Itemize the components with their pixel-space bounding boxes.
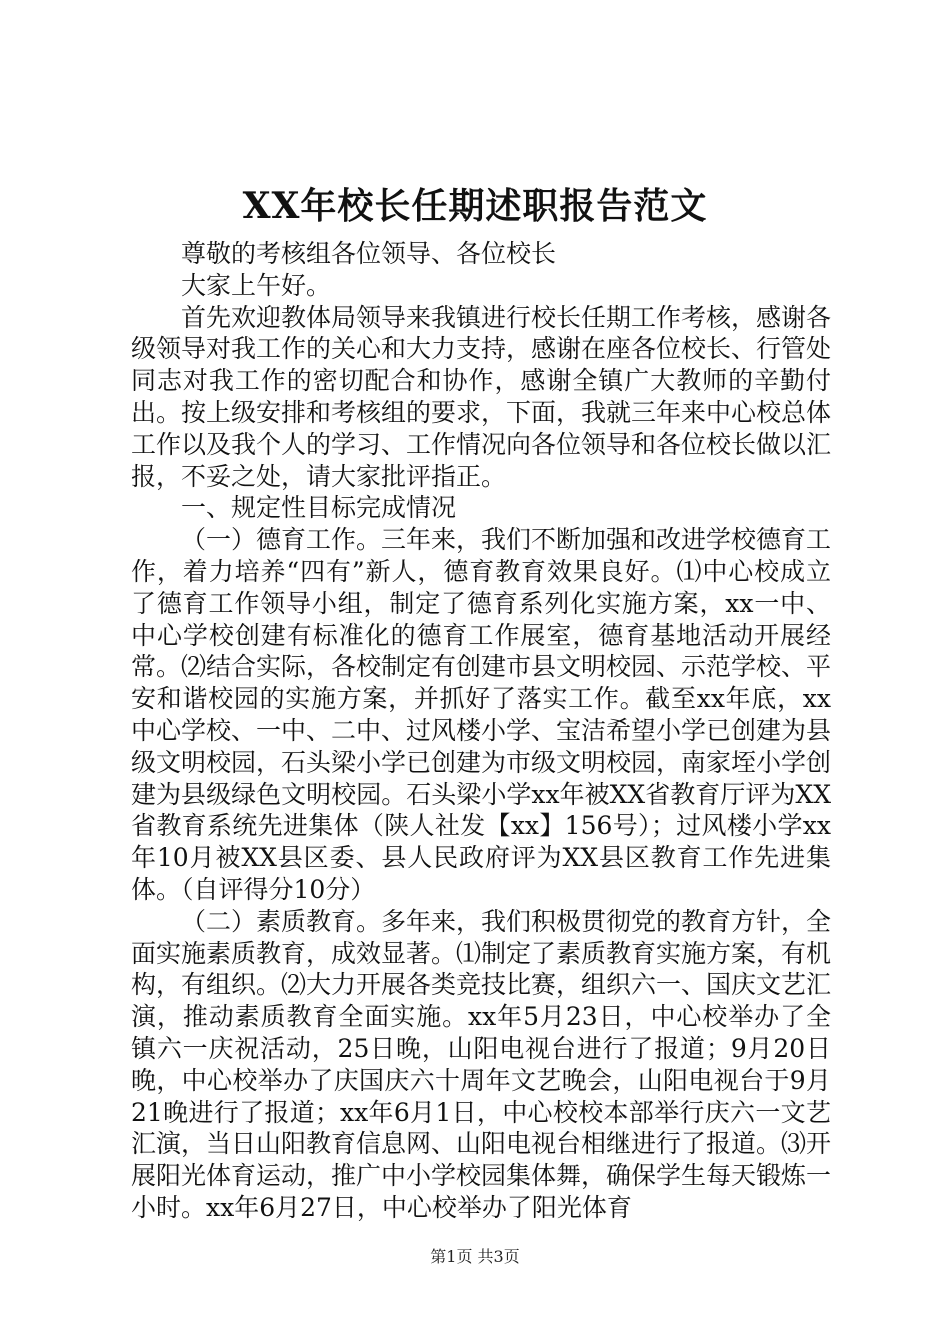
quality-education-paragraph: （二）素质教育。多年来，我们积极贯彻党的教育方针，全面实施素质教育，成效显著。⑴制定了素质教育实施方案，有机构，有组织。⑵大力开展各类竞技比赛，组织六一、国庆文艺汇演，推动素质教育全面实施。xx年5月23日，中心校举办了全镇六一庆祝活动，25日晚，山阳电视台进行了报道；9月20日晚，中心校举办了庆国庆六十周年文艺晚会，山阳电视台于9月21晚进行了报道；xx年6月1日，中心校校本部举行庆六一文艺汇演，当日山阳教育信息网、山阳电视台相继进行了报道。⑶开展阳光体育运动，推广中小学校园集体舞，确保学生每天锻炼一小时。xx年6月27日，中心校举办了阳光体育 [131,906,832,1222]
document-body [131,238,831,1224]
greeting-paragraph: 大家上午好。 [181,270,332,300]
page-footer: 第1页 共3页 [430,1247,520,1266]
intro-paragraph: 首先欢迎教体局领导来我镇进行校长任期工作考核，感谢各级领导对我工作的关心和大力支持，感谢在座各位校长、行管处同志对我工作的密切配合和协作，感谢全镇广大教师的辛勤付出。按上级安排和考核组的要求，下面，我就三年来中心校总体工作以及我个人的学习、工作情况向各位领导和各位校长做以汇报，不妥之处，请大家批评指正。 [131,302,832,491]
document-title: XX年校长任期述职报告范文 [242,185,708,227]
section-heading: 一、规定性目标完成情况 [181,493,457,523]
salutation-paragraph: 尊敬的考核组各位领导、各位校长 [181,239,557,268]
moral-education-paragraph: （一）德育工作。三年来，我们不断加强和改进学校德育工作，着力培养“四有”新人，德育教育效果良好。⑴中心校成立了德育工作领导小组，制定了德育系列化实施方案，xx一中、中心学校创建有标准化的德育工作展室，德育基地活动开展经常。⑵结合实际，各校制定有创建市县文明校园、示范学校、平安和谐校园的实施方案，并抓好了落实工作。截至xx年底，xx中心学校、一中、二中、过风楼小学、宝洁希望小学已创建为县级文明校园，石头梁小学已创建为市级文明校园，南家垤小学创建为县级绿色文明校园。石头梁小学xx年被XX省教育厅评为XX省教育系统先进集体（陕人社发【xx】156号）；过风楼小学xx年10月被XX县区委、县人民政府评为XX县区教育工作先进集体。（自评得分10分） [131,525,832,904]
